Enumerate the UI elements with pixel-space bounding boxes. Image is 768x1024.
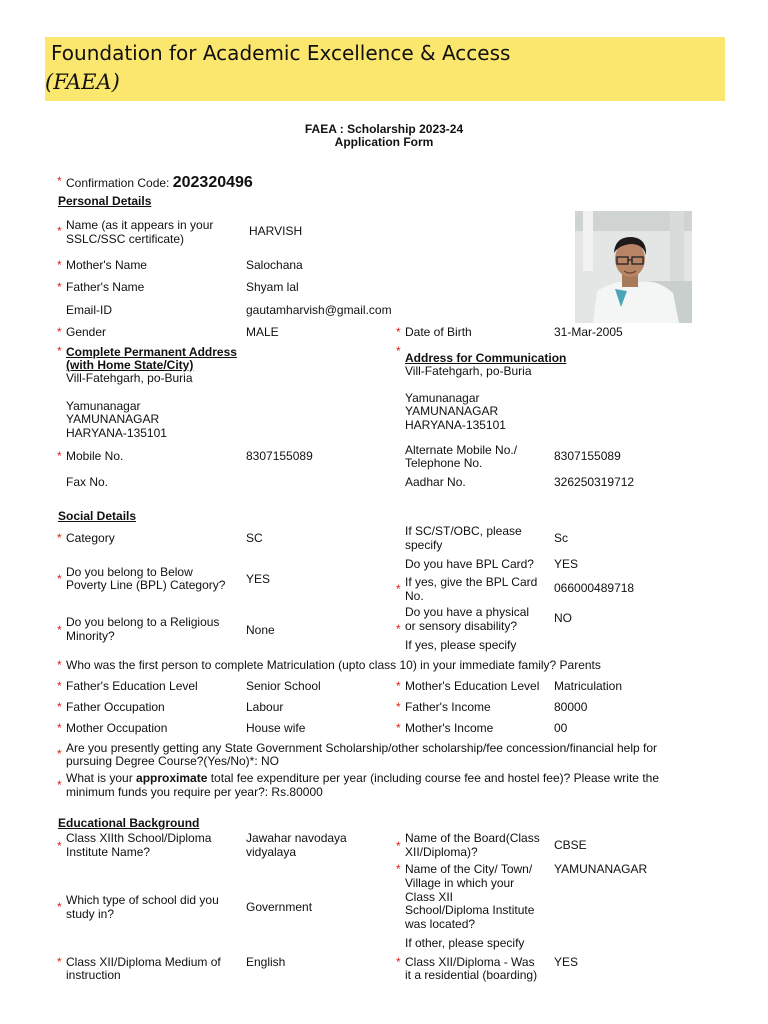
alt-mobile-label-1: Alternate Mobile No./	[405, 443, 518, 457]
bpl-card-value: YES	[554, 557, 579, 571]
required-star: *	[396, 839, 401, 853]
medium-label-2: instruction	[66, 968, 121, 982]
required-star: *	[396, 679, 401, 693]
required-star: *	[396, 700, 401, 714]
father-education-label: Father's Education Level	[66, 679, 198, 693]
required-star: *	[57, 778, 62, 792]
mobile-value: 8307155089	[246, 449, 313, 463]
bpl-card-no-value: 066000489718	[554, 581, 635, 595]
scholarship-question-2: pursuing Degree Course?(Yes/No)*: NO	[66, 754, 279, 768]
confirmation-code: 202320496	[172, 174, 253, 191]
mother-income-label: Mother's Income	[405, 721, 494, 735]
personal-details-heading: Personal Details	[58, 194, 152, 208]
scst-specify-label-1: If SC/ST/OBC, please	[405, 524, 522, 538]
required-star: *	[57, 572, 62, 586]
city-label-5: was located?	[405, 917, 476, 931]
required-star: *	[57, 449, 62, 463]
permanent-address-line: YAMUNANAGAR	[66, 412, 160, 426]
alt-mobile-value: 8307155089	[554, 449, 621, 463]
communication-address-line: YAMUNANAGAR	[405, 404, 499, 418]
bpl-card-no-label-2: No.	[405, 589, 424, 603]
required-star: *	[57, 679, 62, 693]
permanent-address-line: HARYANA-135101	[66, 426, 167, 440]
communication-address-line: Vill-Fatehgarh, po-Buria	[405, 364, 532, 378]
mother-income-value: 00	[554, 721, 568, 735]
aadhar-value: 326250319712	[554, 475, 635, 489]
required-star: *	[57, 258, 62, 272]
school-name-label-2: Institute Name?	[66, 845, 151, 859]
bpl-question-2: Poverty Line (BPL) Category?	[66, 578, 226, 592]
disability-value: NO	[554, 611, 572, 625]
father-occupation-label: Father Occupation	[66, 700, 165, 714]
dob-value: 31-Mar-2005	[554, 325, 623, 339]
mother-name-value: Salochana	[246, 258, 303, 272]
city-label-4: School/Diploma Institute	[405, 903, 535, 917]
org-name: Foundation for Academic Excellence & Access	[51, 41, 511, 65]
required-star: *	[57, 325, 62, 339]
required-star: *	[396, 721, 401, 735]
fee-question-post: total fee expenditure per year (including course fee and hostel fee)? Please write the	[207, 771, 659, 785]
communication-address-label: Address for Communication	[405, 351, 567, 365]
board-label-1: Name of the Board(Class	[405, 831, 540, 845]
residential-label-1: Class XII/Diploma - Was	[405, 955, 535, 969]
disability-question-1: Do you have a physical	[405, 605, 530, 619]
religious-question-2: Minority?	[66, 629, 115, 643]
alt-mobile-label-2: Telephone No.	[405, 456, 483, 470]
fee-question-2: minimum funds you require per year?: Rs.80000	[66, 785, 323, 799]
category-value: SC	[246, 531, 263, 545]
city-label-3: Class XII	[405, 890, 454, 904]
school-type-question-1: Which type of school did you	[66, 893, 219, 907]
name-label-1: Name (as it appears in your	[66, 218, 214, 232]
required-star: *	[57, 839, 62, 853]
mother-occupation-label: Mother Occupation	[66, 721, 168, 735]
bpl-card-label: Do you have BPL Card?	[405, 557, 534, 571]
required-star: *	[57, 658, 62, 672]
mother-name-label: Mother's Name	[66, 258, 147, 272]
required-star: *	[57, 747, 62, 761]
confirmation-label: Confirmation Code:	[66, 176, 170, 190]
bpl-card-no-label-1: If yes, give the BPL Card	[405, 575, 538, 589]
fee-question-1	[66, 772, 659, 786]
mother-education-label: Mother's Education Level	[405, 679, 540, 693]
medium-value: English	[246, 955, 286, 969]
required-star: *	[57, 344, 62, 358]
fee-question-bold: approximate	[136, 771, 208, 785]
required-star: *	[57, 955, 62, 969]
required-star: *	[396, 622, 401, 636]
name-value: HARVISH	[249, 224, 303, 238]
email-label: Email-ID	[66, 303, 113, 317]
medium-label-1: Class XII/Diploma Medium of	[66, 955, 221, 969]
email-value: gautamharvish@gmail.com	[246, 303, 392, 317]
communication-address-line: HARYANA-135101	[405, 418, 506, 432]
required-star: *	[396, 862, 401, 876]
name-label-2: SSLC/SSC certificate)	[66, 232, 185, 246]
required-star: *	[57, 224, 62, 238]
required-star: *	[57, 280, 62, 294]
required-star: *	[57, 623, 62, 637]
required-star: *	[396, 344, 401, 358]
gender-label: Gender	[66, 325, 107, 339]
required-star: *	[396, 325, 401, 339]
required-star: *	[57, 900, 62, 914]
permanent-address-line: Yamunanagar	[66, 399, 141, 413]
residential-label-2: it a residential (boarding)	[405, 968, 538, 982]
city-label-1: Name of the City/ Town/	[405, 862, 533, 876]
permanent-address-label-2: (with Home State/City)	[66, 358, 194, 372]
scst-specify-value: Sc	[554, 531, 569, 545]
school-type-value: Government	[246, 900, 313, 914]
scst-specify-label-2: specify	[405, 538, 443, 552]
school-name-value-1: Jawahar navodaya	[246, 831, 347, 845]
required-star: *	[396, 955, 401, 969]
bpl-question-1: Do you belong to Below	[66, 565, 193, 579]
required-star: *	[57, 700, 62, 714]
school-name-value-2: vidyalaya	[246, 845, 297, 859]
board-label-2: XII/Diploma)?	[405, 845, 478, 859]
communication-address-line: Yamunanagar	[405, 391, 480, 405]
father-name-label: Father's Name	[66, 280, 145, 294]
education-heading: Educational Background	[58, 816, 200, 830]
father-education-value: Senior School	[246, 679, 321, 693]
applicant-photo	[575, 211, 692, 323]
bpl-value: YES	[246, 572, 271, 586]
org-banner	[45, 37, 725, 101]
social-details-heading: Social Details	[58, 509, 137, 523]
mother-occupation-value: House wife	[246, 721, 306, 735]
applicant-photo-image	[575, 211, 692, 323]
city-value: YAMUNANAGAR	[554, 862, 648, 876]
other-specify-label: If other, please specify	[405, 936, 525, 950]
scholarship-question-1: Are you presently getting any State Government Scholarship/other scholarship/fee concession/financial help for	[66, 741, 657, 755]
required-star: *	[57, 531, 62, 545]
religious-value: None	[246, 623, 275, 637]
residential-value: YES	[554, 955, 579, 969]
board-value: CBSE	[554, 838, 587, 852]
org-acronym: (FAEA)	[45, 70, 120, 94]
father-occupation-value: Labour	[246, 700, 284, 714]
form-title: FAEA : Scholarship 2023-24	[304, 122, 464, 136]
first-matric-question: Who was the first person to complete Matriculation (upto class 10) in your immediate family? Parents	[66, 658, 601, 672]
father-income-value: 80000	[554, 700, 588, 714]
city-label-2: Village in which your	[405, 876, 515, 890]
disability-question-2: or sensory disability?	[405, 619, 518, 633]
father-name-value: Shyam lal	[246, 280, 299, 294]
form-subtitle: Application Form	[334, 135, 434, 149]
aadhar-label: Aadhar No.	[405, 475, 466, 489]
school-name-label-1: Class XIIth School/Diploma	[66, 831, 212, 845]
school-type-question-2: study in?	[66, 907, 115, 921]
permanent-address-line: Vill-Fatehgarh, po-Buria	[66, 371, 193, 385]
required-star: *	[57, 721, 62, 735]
gender-value: MALE	[246, 325, 279, 339]
required-star: *	[57, 174, 62, 188]
confirmation-code-row	[66, 176, 253, 191]
fee-question-pre: What is your	[66, 771, 137, 785]
mother-education-value: Matriculation	[554, 679, 623, 693]
religious-question-1: Do you belong to a Religious	[66, 615, 220, 629]
father-income-label: Father's Income	[405, 700, 491, 714]
mobile-label: Mobile No.	[66, 449, 124, 463]
dob-label: Date of Birth	[405, 325, 472, 339]
permanent-address-label-1: Complete Permanent Address	[66, 345, 237, 359]
fax-label: Fax No.	[66, 475, 109, 489]
required-star: *	[396, 582, 401, 596]
disability-specify-label: If yes, please specify	[405, 638, 517, 652]
category-label: Category	[66, 531, 115, 545]
